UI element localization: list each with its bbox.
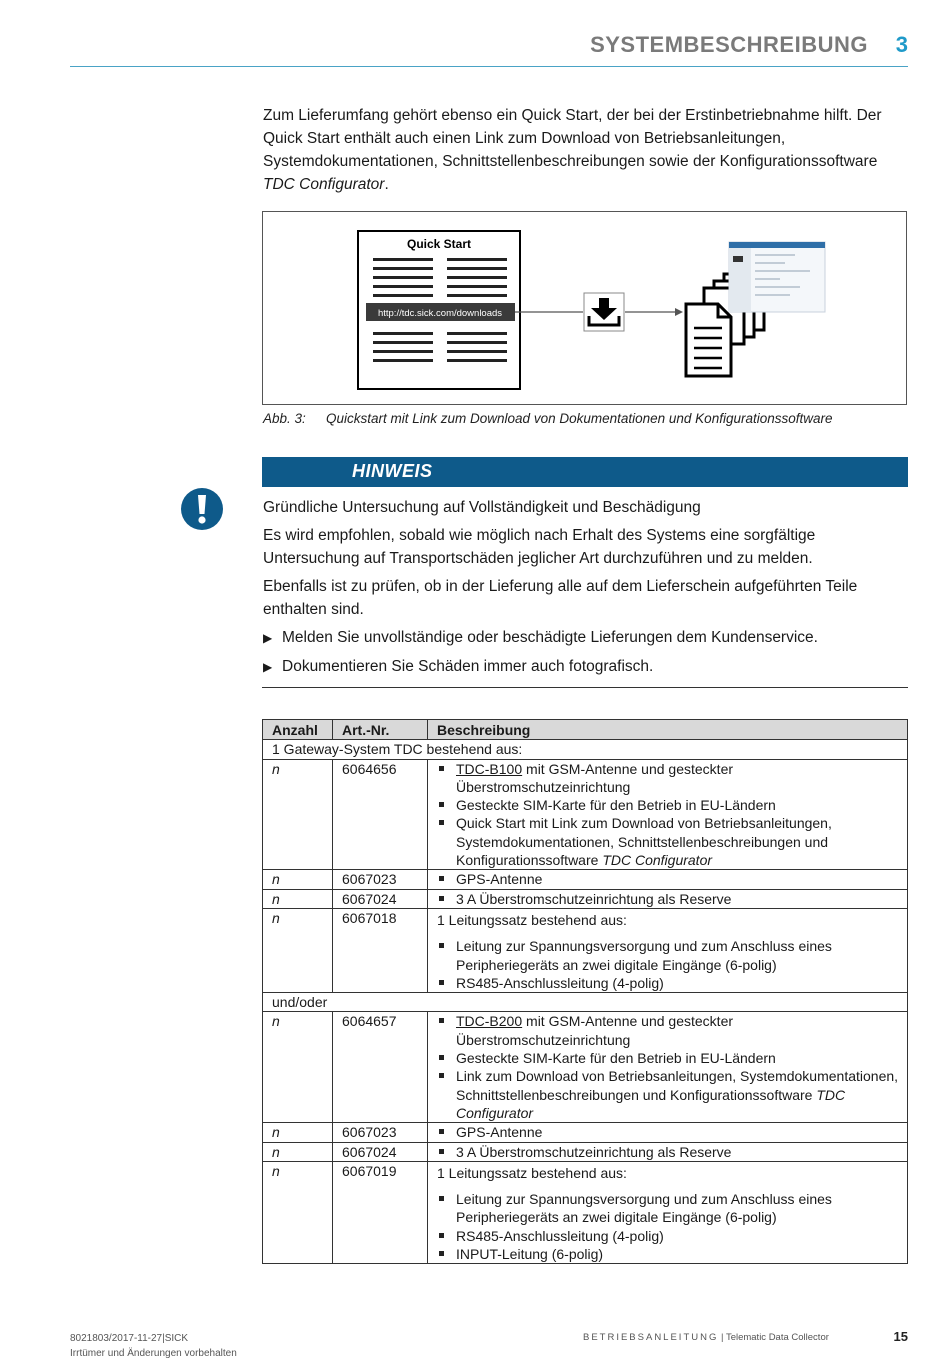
quantity-cell: n — [263, 1142, 333, 1161]
page-header — [70, 30, 908, 67]
notice-divider — [262, 687, 908, 688]
delivery-table — [262, 719, 908, 1264]
intro-paragraph — [263, 104, 913, 196]
quick-start-card — [358, 231, 520, 389]
footer-doc-info — [70, 1331, 237, 1361]
description-cell — [428, 1123, 908, 1142]
footer-disclaimer: Irrtümer und Änderungen vorbehalten — [70, 1348, 237, 1359]
product-link[interactable]: TDC-B200 — [456, 1013, 523, 1030]
footer-separator: | — [718, 1332, 726, 1343]
notice-paragraph-1: Es wird empfohlen, sobald wie möglich nach Erhalt des Systems eine sorgfältige Untersuchung auf Transportschäden jeglicher Art durchzuführen und zu melden. — [263, 527, 816, 567]
list-item — [437, 1012, 901, 1049]
list-item: Gesteckte SIM-Karte für den Betrieb in EU-Ländern — [437, 1049, 901, 1067]
page-number: 15 — [893, 1329, 908, 1344]
notice-heading: Gründliche Untersuchung auf Vollständigkeit und Beschädigung — [263, 499, 701, 516]
cable-set-intro: 1 Leitungssatz bestehend aus: — [437, 911, 627, 928]
group-title: 1 Gateway-System TDC bestehend aus: — [263, 740, 908, 759]
chapter-title: SYSTEMBESCHREIBUNG — [590, 32, 868, 57]
list-item — [437, 760, 901, 797]
list-item-text: Link zum Download von Betriebsanleitungen, Systemdokumentationen, Schnittstellenbeschreibungen und Konfigurationssoftware — [456, 1068, 899, 1103]
description-cell — [428, 1161, 908, 1263]
notice-action-text: Dokumentieren Sie Schäden immer auch fotografisch. — [282, 658, 654, 675]
column-header-quantity: Anzahl — [263, 720, 333, 740]
list-item-text: Quick Start mit Link zum Download von Betriebsanleitungen, Systemdokumentationen, Schnittstellenbeschreibungen und Konfigurationssoftware — [456, 815, 832, 869]
table-header-row — [263, 720, 908, 740]
quick-start-card-title: Quick Start — [406, 237, 472, 251]
description-cell — [428, 870, 908, 889]
quantity-cell: n — [263, 908, 333, 992]
notice-paragraph-2: Ebenfalls ist zu prüfen, ob in der Lieferung alle auf dem Lieferschein aufgeführten Teile enthalten sind. — [263, 578, 858, 618]
article-number-cell: 6067023 — [333, 870, 428, 889]
list-item — [437, 1067, 901, 1122]
list-item: Leitung zur Spannungsversorgung und zum Anschluss eines Peripheriegeräts an zwei digitale Eingänge (6-polig) — [437, 937, 901, 974]
list-item: RS485-Anschlussleitung (4-polig) — [437, 1227, 901, 1245]
intro-software-name: TDC Configurator — [263, 176, 385, 193]
list-item: 3 A Überstromschutzeinrichtung als Reserve — [437, 890, 901, 908]
list-item: Gesteckte SIM-Karte für den Betrieb in EU-Ländern — [437, 796, 901, 814]
download-url: http://tdc.sick.com/downloads — [377, 308, 503, 319]
triangle-bullet-icon: ▶ — [263, 631, 273, 645]
table-group-row — [263, 993, 908, 1012]
list-item: RS485-Anschlussleitung (4-polig) — [437, 974, 901, 992]
quantity-cell: n — [263, 889, 333, 908]
table-row — [263, 870, 908, 889]
article-number-cell: 6067024 — [333, 889, 428, 908]
intro-end: . — [384, 176, 389, 193]
table-row — [263, 759, 908, 870]
software-name: TDC Configurator — [456, 1086, 846, 1121]
column-header-article: Art.-Nr. — [333, 720, 428, 740]
footer-doc-id: 8021803/2017-11-27|SICK — [70, 1333, 189, 1344]
description-cell — [428, 759, 908, 870]
article-number-cell: 6064656 — [333, 759, 428, 870]
notice-bar — [262, 457, 908, 487]
list-item-text: mit GSM-Antenne und gesteckter Überstromschutzeinrichtung — [456, 760, 734, 795]
notice-action-1 — [263, 626, 908, 650]
list-item: GPS-Antenne — [437, 1123, 901, 1141]
quantity-cell: n — [263, 1123, 333, 1142]
description-cell — [428, 908, 908, 992]
intro-text: Zum Lieferumfang gehört ebenso ein Quick Start, der bei der Erstinbetriebnahme hilft. Der Quick Start enthält auch einen Link zum Download von Betriebsanleitungen, Systemdokumentationen, Schnittstellenbeschreibungen sowie der Konfigurationssoftware — [263, 107, 882, 170]
table-row — [263, 1123, 908, 1142]
list-item — [437, 814, 901, 869]
cable-set-intro: 1 Leitungssatz bestehend aus: — [437, 1164, 627, 1181]
quickstart-figure — [262, 211, 907, 405]
footer-product-name: Telematic Data Collector — [725, 1332, 829, 1343]
software-window-icon — [729, 242, 825, 312]
column-header-description: Beschreibung — [428, 720, 908, 740]
caption-label: Abb. 3: — [263, 411, 306, 426]
description-cell — [428, 889, 908, 908]
article-number-cell: 6067019 — [333, 1161, 428, 1263]
table-row — [263, 908, 908, 992]
article-number-cell: 6067023 — [333, 1123, 428, 1142]
triangle-bullet-icon: ▶ — [263, 660, 273, 674]
chapter-number: 3 — [895, 32, 908, 57]
article-number-cell: 6067024 — [333, 1142, 428, 1161]
notice-action-text: Melden Sie unvollständige oder beschädigte Lieferungen dem Kundenservice. — [282, 629, 818, 646]
list-item: 3 A Überstromschutzeinrichtung als Reserve — [437, 1143, 901, 1161]
notice-body — [263, 496, 908, 684]
footer-manual-type: BETRIEBSANLEITUNG — [583, 1332, 719, 1343]
software-name: TDC Configurator — [602, 852, 713, 869]
quantity-cell: n — [263, 870, 333, 889]
description-cell — [428, 1012, 908, 1123]
or-separator: und/oder — [263, 993, 908, 1012]
quantity-cell: n — [263, 1012, 333, 1123]
article-number-cell: 6064657 — [333, 1012, 428, 1123]
list-item: Leitung zur Spannungsversorgung und zum Anschluss eines Peripheriegeräts an zwei digitale Eingänge (6-polig) — [437, 1190, 901, 1227]
description-cell — [428, 1142, 908, 1161]
quantity-cell: n — [263, 1161, 333, 1263]
table-row — [263, 889, 908, 908]
exclamation-icon — [181, 488, 223, 530]
table-row — [263, 1012, 908, 1123]
list-item-text: mit GSM-Antenne und gesteckter Überstromschutzeinrichtung — [456, 1013, 734, 1048]
product-link[interactable]: TDC-B100 — [456, 760, 523, 777]
article-number-cell: 6067018 — [333, 908, 428, 992]
caption-text: Quickstart mit Link zum Download von Dokumentationen und Konfigurationssoftware — [326, 411, 833, 426]
figure-caption — [263, 411, 833, 426]
notice-action-2 — [263, 655, 908, 679]
download-icon — [584, 293, 624, 331]
list-item: GPS-Antenne — [437, 870, 901, 888]
notice-label: HINWEIS — [352, 461, 433, 481]
list-item: INPUT-Leitung (6-polig) — [437, 1245, 901, 1263]
table-group-row — [263, 740, 908, 759]
table-row — [263, 1142, 908, 1161]
quantity-cell: n — [263, 759, 333, 870]
table-row — [263, 1161, 908, 1263]
footer-manual-info — [583, 1332, 829, 1343]
